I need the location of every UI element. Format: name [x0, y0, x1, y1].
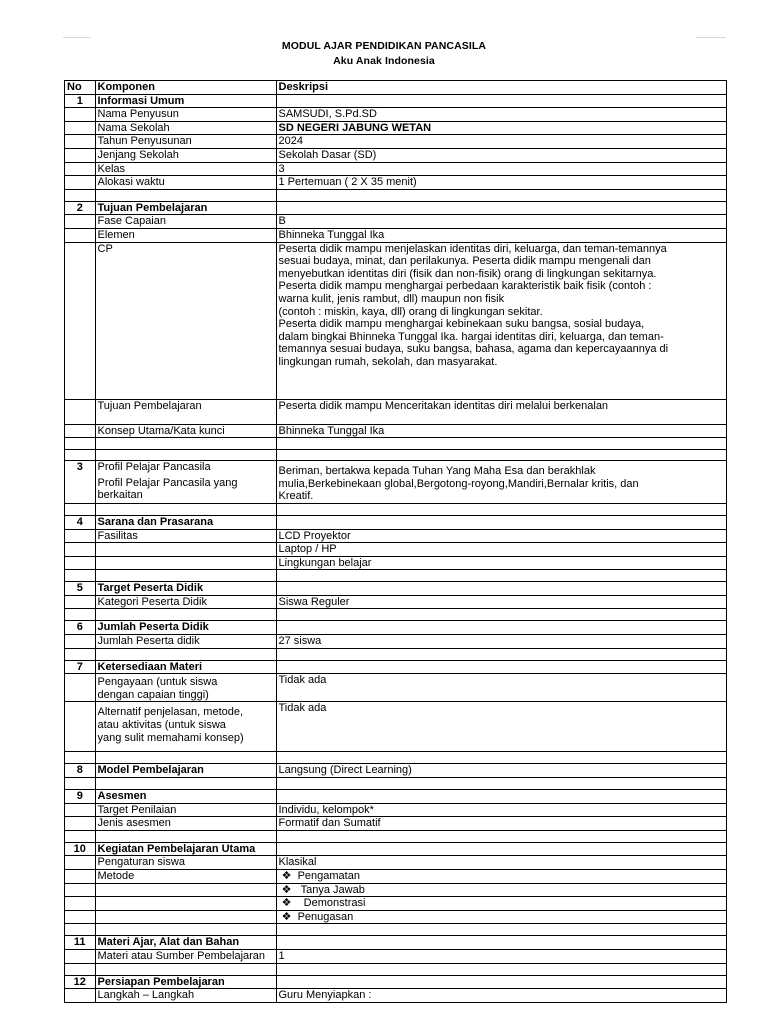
cp-line: Peserta didik mampu menghargai kebinekaan suku bangsa, sosial budaya, — [278, 318, 645, 331]
row-label: yang sulit memahami konsep) — [97, 731, 244, 744]
spacer-row — [65, 570, 727, 582]
table-row — [65, 674, 727, 702]
section-row — [65, 201, 727, 215]
row-label: Konsep Utama/Kata kunci — [95, 424, 276, 438]
table-row — [65, 803, 727, 817]
table-row — [65, 148, 727, 162]
empty-cell — [65, 399, 96, 424]
metode-item — [276, 870, 727, 884]
table-header-row — [65, 81, 727, 95]
spacer-row — [65, 752, 727, 764]
section-row — [65, 582, 727, 596]
table-row — [65, 228, 727, 242]
cp-line: Peserta didik mampu menghargai perbedaan karakteristik baik fisik (contoh : — [278, 280, 652, 293]
row-value: Bhinneka Tunggal Ika — [276, 228, 727, 242]
row-label: Fasilitas — [95, 529, 276, 543]
empty-cell — [65, 910, 96, 924]
section-row — [65, 790, 727, 804]
row-label: Jenis asesmen — [95, 817, 276, 831]
empty-cell — [276, 936, 727, 950]
metode-item — [276, 897, 727, 911]
profil-description — [276, 461, 727, 504]
row-label: berkaitan — [97, 489, 143, 502]
table-row — [65, 595, 727, 609]
table-row — [65, 162, 727, 176]
cp-line: warna kulit, jenis rambut, dll) maupun non fisik — [278, 292, 505, 305]
row-value: Peserta didik mampu Menceritakan identitas diri melalui berkenalan — [276, 399, 727, 424]
empty-cell — [65, 242, 96, 399]
empty-cell — [65, 817, 96, 831]
row-label: Nama Penyusun — [95, 108, 276, 122]
section-number: 5 — [65, 582, 96, 596]
row-value: 1 — [276, 949, 727, 963]
section-title: Model Pembelajaran — [95, 764, 276, 778]
section-title: Tujuan Pembelajaran — [95, 201, 276, 215]
row-label: dengan capaian tinggi) — [97, 688, 209, 701]
document-title: MODUL AJAR PENDIDIKAN PANCASILA — [281, 40, 487, 52]
table-row — [65, 242, 727, 399]
diamond-bullet-icon: ❖ — [281, 883, 292, 896]
spacer-row — [65, 609, 727, 621]
empty-cell — [276, 660, 727, 674]
table-row — [65, 883, 727, 897]
section-number: 10 — [65, 842, 96, 856]
row-label: Alternatif penjelasan, metode, — [97, 706, 244, 719]
description-line: mulia,Berkebinekaan global,Bergotong-royong,Mandiri,Bernalar kritis, dan — [278, 477, 639, 490]
modul-ajar-table — [64, 80, 727, 1003]
column-header-deskripsi: Deskripsi — [276, 81, 727, 95]
spacer-row — [65, 503, 727, 515]
cp-description — [276, 242, 727, 399]
pengayaan-label — [95, 674, 276, 702]
empty-cell — [65, 121, 96, 135]
empty-cell — [65, 529, 96, 543]
table-row — [65, 989, 727, 1003]
row-value: 2024 — [276, 135, 727, 149]
row-value: Laptop / HP — [276, 543, 727, 557]
empty-cell — [65, 635, 96, 649]
spacer-row — [65, 924, 727, 936]
row-value: Klasikal — [276, 856, 727, 870]
section-title: Informasi Umum — [95, 94, 276, 108]
empty-cell — [65, 228, 96, 242]
empty-cell — [65, 803, 96, 817]
empty-cell — [65, 215, 96, 229]
section-title: Target Peserta Didik — [95, 582, 276, 596]
scan-artifact-line — [63, 37, 91, 38]
empty-cell — [65, 989, 96, 1003]
section-number: 11 — [65, 936, 96, 950]
section-number: 8 — [65, 764, 96, 778]
table-row — [65, 135, 727, 149]
empty-cell — [276, 201, 727, 215]
table-row — [65, 910, 727, 924]
empty-cell — [65, 856, 96, 870]
column-header-komponen: Komponen — [95, 81, 276, 95]
row-label: Kelas — [95, 162, 276, 176]
row-value: 3 — [276, 162, 727, 176]
table-row — [65, 399, 727, 424]
cp-line: dalam bingkai Bhinneka Tunggal Ika. hargai identitas diri, keluarga, dan teman- — [278, 330, 664, 343]
empty-cell — [276, 94, 727, 108]
row-label: Tujuan Pembelajaran — [95, 399, 276, 424]
row-value: Langsung (Direct Learning) — [276, 764, 727, 778]
row-label: Langkah – Langkah — [95, 989, 276, 1003]
section-number: 7 — [65, 660, 96, 674]
row-label: atau aktivitas (untuk siswa — [97, 719, 226, 732]
empty-cell — [65, 108, 96, 122]
empty-cell — [65, 176, 96, 190]
cp-line: temannya sesuai budaya, suku bangsa, bahasa, agama dan kepercayaannya di — [278, 343, 669, 356]
section-row — [65, 975, 727, 989]
row-label: Profil Pelajar Pancasila yang — [97, 476, 238, 489]
empty-cell — [65, 897, 96, 911]
section-row — [65, 94, 727, 108]
section-row — [65, 764, 727, 778]
empty-cell — [276, 582, 727, 596]
empty-cell — [65, 949, 96, 963]
diamond-bullet-icon: ❖ — [281, 870, 292, 882]
section-row — [65, 461, 727, 504]
section-number: 12 — [65, 975, 96, 989]
table-row — [65, 543, 727, 557]
metode-item — [276, 910, 727, 924]
section-title: Sarana dan Prasarana — [95, 515, 276, 529]
section-title: Profil Pelajar Pancasila — [97, 461, 211, 474]
empty-cell — [276, 515, 727, 529]
spacer-row — [65, 648, 727, 660]
empty-cell — [95, 543, 276, 557]
row-label: Nama Sekolah — [95, 121, 276, 135]
row-label: Pengaturan siswa — [95, 856, 276, 870]
metode-item — [276, 883, 727, 897]
empty-cell — [65, 883, 96, 897]
cp-line: (contoh : miskin, kaya, dll) orang di lingkungan sekitar. — [278, 305, 543, 318]
empty-cell — [65, 870, 96, 884]
row-value: 1 Pertemuan ( 2 X 35 menit) — [276, 176, 727, 190]
cp-line: lingkungan rumah, sekolah, dan masyarakat. — [278, 355, 498, 368]
row-value: SD NEGERI JABUNG WETAN — [276, 121, 727, 135]
table-row — [65, 635, 727, 649]
row-value: Guru Menyiapkan : — [276, 989, 727, 1003]
empty-cell — [65, 702, 96, 752]
metode-text: Tanya Jawab — [300, 883, 365, 896]
section-number: 1 — [65, 94, 96, 108]
row-value: Individu, kelompok* — [276, 803, 727, 817]
document-subtitle: Aku Anak Indonesia — [333, 55, 435, 67]
table-row — [65, 121, 727, 135]
diamond-bullet-icon: ❖ — [281, 910, 292, 923]
section-number: 9 — [65, 790, 96, 804]
row-label: Fase Capaian — [95, 215, 276, 229]
table-row — [65, 702, 727, 752]
metode-text: Demonstrasi — [303, 897, 366, 910]
cp-line: menyebutkan identitas diri (fisik dan non-fisik) orang di lingkungan sekitarnya. — [278, 267, 657, 280]
row-value: LCD Proyektor — [276, 529, 727, 543]
row-label: Alokasi waktu — [95, 176, 276, 190]
empty-cell — [65, 148, 96, 162]
empty-cell — [276, 790, 727, 804]
spacer-row — [65, 963, 727, 975]
spacer-row — [65, 450, 727, 461]
empty-cell — [65, 556, 96, 570]
empty-cell — [276, 975, 727, 989]
row-label: CP — [95, 242, 276, 399]
table-row — [65, 529, 727, 543]
row-label: Elemen — [95, 228, 276, 242]
profil-label-cell — [95, 461, 276, 504]
table-row — [65, 817, 727, 831]
description-line: Kreatif. — [278, 490, 314, 503]
alternatif-label — [95, 702, 276, 752]
table-row — [65, 949, 727, 963]
section-row — [65, 515, 727, 529]
row-value: Tidak ada — [276, 674, 727, 702]
metode-text: Pengamatan — [297, 870, 360, 882]
cp-line: Peserta didik mampu menjelaskan identitas diri, keluarga, dan teman-temannya — [278, 242, 667, 255]
row-value: Lingkungan belajar — [276, 556, 727, 570]
empty-cell — [276, 842, 727, 856]
section-title: Kegiatan Pembelajaran Utama — [95, 842, 276, 856]
description-line: Beriman, bertakwa kepada Tuhan Yang Maha Esa dan berakhlak — [278, 465, 596, 478]
empty-cell — [65, 424, 96, 438]
spacer-row — [65, 189, 727, 201]
table-row — [65, 856, 727, 870]
metode-text: Penugasan — [297, 910, 354, 923]
diamond-bullet-icon: ❖ — [281, 897, 292, 910]
section-number: 3 — [65, 461, 96, 504]
table-row — [65, 870, 727, 884]
row-value: Formatif dan Sumatif — [276, 817, 727, 831]
table-row — [65, 176, 727, 190]
table-row — [65, 556, 727, 570]
table-row — [65, 108, 727, 122]
section-number: 2 — [65, 201, 96, 215]
spacer-row — [65, 830, 727, 842]
empty-cell — [276, 621, 727, 635]
section-title: Asesmen — [95, 790, 276, 804]
empty-cell — [95, 883, 276, 897]
empty-cell — [65, 162, 96, 176]
section-row — [65, 936, 727, 950]
empty-cell — [95, 556, 276, 570]
section-number: 4 — [65, 515, 96, 529]
row-value: SAMSUDI, S.Pd.SD — [276, 108, 727, 122]
section-row — [65, 660, 727, 674]
row-value: Sekolah Dasar (SD) — [276, 148, 727, 162]
row-label: Pengayaan (untuk siswa — [97, 676, 218, 689]
table-row — [65, 215, 727, 229]
scan-artifact-line — [696, 37, 726, 38]
empty-cell — [95, 897, 276, 911]
section-title: Materi Ajar, Alat dan Bahan — [95, 936, 276, 950]
row-label: Target Penilaian — [95, 803, 276, 817]
row-label: Tahun Penyusunan — [95, 135, 276, 149]
empty-cell — [65, 135, 96, 149]
section-title: Ketersediaan Materi — [95, 660, 276, 674]
row-value: Bhinneka Tunggal Ika — [276, 424, 727, 438]
empty-cell — [95, 910, 276, 924]
empty-cell — [65, 595, 96, 609]
section-row — [65, 621, 727, 635]
row-value: B — [276, 215, 727, 229]
spacer-row — [65, 438, 727, 450]
section-title: Persiapan Pembelajaran — [95, 975, 276, 989]
row-label: Kategori Peserta Didik — [95, 595, 276, 609]
row-label: Jumlah Peserta didik — [95, 635, 276, 649]
row-value: 27 siswa — [276, 635, 727, 649]
row-value: Tidak ada — [276, 702, 727, 752]
row-value: Siswa Reguler — [276, 595, 727, 609]
section-row — [65, 842, 727, 856]
table-row — [65, 424, 727, 438]
row-label: Jenjang Sekolah — [95, 148, 276, 162]
spacer-row — [65, 778, 727, 790]
empty-cell — [65, 674, 96, 702]
table-row — [65, 897, 727, 911]
row-label: Materi atau Sumber Pembelajaran — [95, 949, 276, 963]
cp-line: sesuai budaya, minat, dan perilakunya. Peserta didik mampu mengenali dan — [278, 255, 651, 268]
row-label: Metode — [95, 870, 276, 884]
section-number: 6 — [65, 621, 96, 635]
section-title: Jumlah Peserta Didik — [95, 621, 276, 635]
column-header-no: No — [65, 81, 96, 95]
empty-cell — [65, 543, 96, 557]
